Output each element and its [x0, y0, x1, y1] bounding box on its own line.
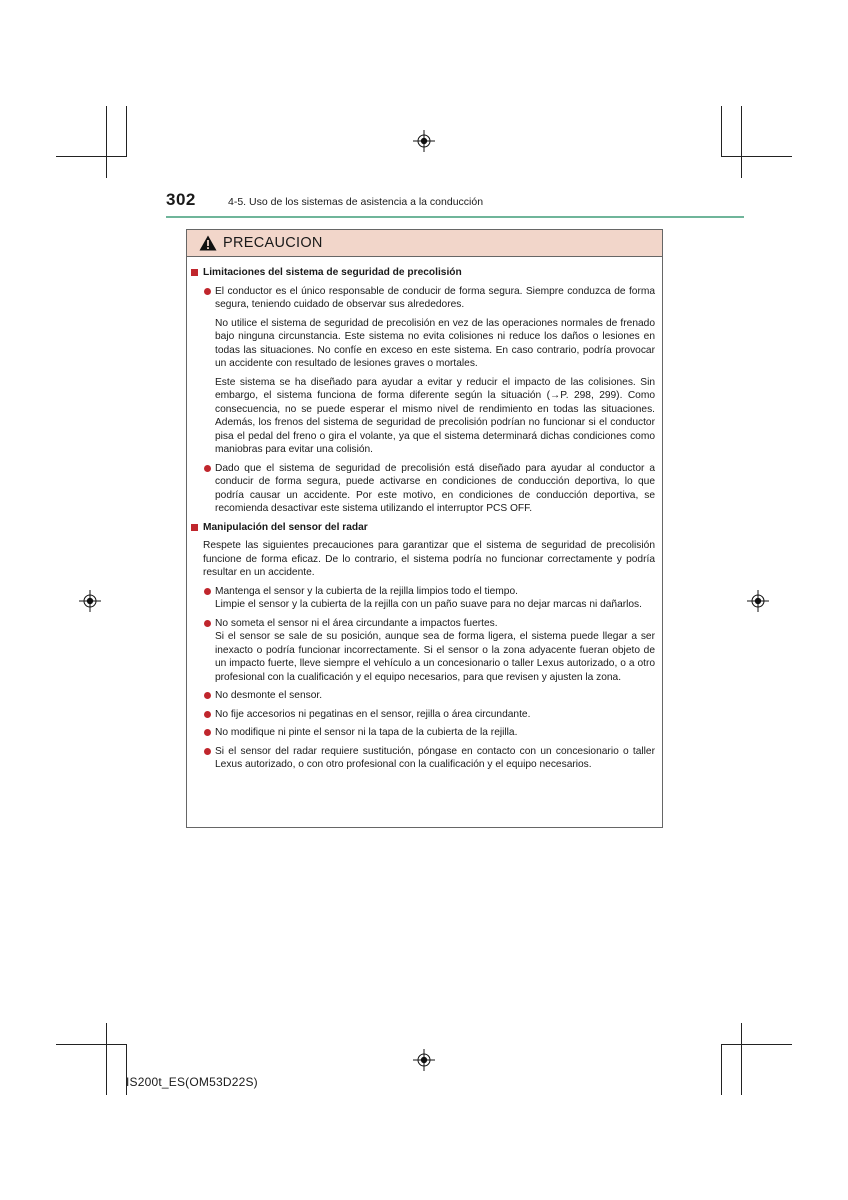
list-item-text: No desmonte el sensor.: [215, 690, 323, 701]
list-item: [191, 689, 659, 703]
crop-mark: [126, 106, 127, 157]
crop-mark: [56, 156, 127, 157]
section-title: 4-5. Uso de los sistemas de asistencia a la conducción: [228, 196, 484, 208]
list-item-text: El conductor es el único responsable de conducir de forma segura. Siempre conduzca de forma segura, teniendo cuidado de observar sus alrededores.: [215, 285, 655, 310]
crop-mark: [741, 1023, 742, 1095]
square-bullet-icon: [191, 269, 198, 276]
precaution-box: [186, 229, 663, 828]
registration-mark-icon: [413, 1049, 435, 1071]
page-header: [166, 190, 744, 220]
paragraph: Respete las siguientes precauciones para garantizar que el sistema de seguridad de precolisión funcione de forma eficaz. De lo contrario, el sistema podría no funcionar correctamente y podría resultar en un accidente.: [203, 540, 655, 578]
precaution-title: PRECAUCION: [223, 235, 323, 251]
list-item: [191, 726, 659, 740]
page-number: 302: [166, 190, 196, 209]
crop-mark: [106, 106, 107, 178]
crop-mark: [741, 106, 742, 178]
section-heading-text: Manipulación del sensor del radar: [203, 521, 368, 533]
list-item: [191, 285, 659, 312]
square-bullet-icon: [191, 524, 198, 531]
list-item-text: No fije accesorios ni pegatinas en el sensor, rejilla o área circundante.: [215, 708, 531, 720]
round-bullet-icon: [204, 692, 211, 699]
document-code: IS200t_ES(OM53D22S): [126, 1075, 258, 1089]
list-item-text: Si el sensor del radar requiere sustitución, póngase en contacto con un concesionario o taller Lexus autorizado, o con otro profesional con la cualificación y el equipo necesarios.: [215, 745, 655, 770]
crop-mark: [721, 156, 792, 157]
header-rule: [166, 216, 744, 218]
precaution-header: [187, 230, 662, 257]
round-bullet-icon: [204, 620, 211, 627]
list-item-text: No modifique ni pinte el sensor ni la tapa de la cubierta de la rejilla.: [215, 727, 518, 738]
round-bullet-icon: [204, 711, 211, 718]
paragraph: Este sistema se ha diseñado para ayudar a evitar y reducir el impacto de las colisiones. Sin embargo, el sistema funciona de forma diferente según la situación (→P. 298, 299). Como consecuencia, no se puede esperar el mismo nivel de rendimiento en todas las situaciones. Además, los frenos del sistema de seguridad de precolisión podrían no funcionar si el conductor pisa el pedal del freno o gira el volante, ya que el sistema determinará dichas condiciones como maniobras para evitar una colisión.: [215, 376, 655, 455]
paragraph: Limpie el sensor y la cubierta de la rejilla con un paño suave para no dejar marcas ni dañarlos.: [215, 599, 642, 610]
list-item-text: Mantenga el sensor y la cubierta de la rejilla limpios todo el tiempo.: [215, 585, 518, 597]
round-bullet-icon: [204, 465, 211, 472]
crop-mark: [721, 1044, 722, 1095]
registration-mark-icon: [413, 130, 435, 152]
crop-mark: [721, 106, 722, 157]
section-heading: [191, 521, 659, 535]
list-item-text: Dado que el sistema de seguridad de precolisión está diseñado para ayudar al conductor a conducir de forma segura, puede activarse en condiciones de conducción deportiva, lo que podría causar un accidente. Por este motivo, en condiciones de conducción deportiva, se recomienda desactivar este sistema utilizando el interruptor PCS OFF.: [215, 462, 655, 514]
round-bullet-icon: [204, 729, 211, 736]
crop-mark: [106, 1023, 107, 1095]
precaution-content: [191, 266, 659, 777]
crop-mark: [56, 1044, 127, 1045]
section-heading-text: Limitaciones del sistema de seguridad de precolisión: [203, 267, 462, 278]
list-item: [191, 708, 659, 722]
registration-mark-icon: [747, 590, 769, 612]
list-item: [191, 745, 659, 772]
warning-triangle-icon: [199, 235, 217, 251]
list-item: [191, 462, 659, 516]
crop-mark: [721, 1044, 792, 1045]
round-bullet-icon: [204, 588, 211, 595]
registration-mark-icon: [79, 590, 101, 612]
section-heading: [191, 266, 659, 280]
round-bullet-icon: [204, 288, 211, 295]
paragraph: No utilice el sistema de seguridad de precolisión en vez de las operaciones normales de frenado bajo ninguna circunstancia. Este sistema no evita colisiones ni reduce los daños o lesiones en todas las situaciones. No confíe en exceso en este sistema. En caso contrario, podría provocar un accidente con resultado de lesiones graves o mortales.: [215, 317, 655, 369]
round-bullet-icon: [204, 748, 211, 755]
list-item: [191, 617, 659, 631]
paragraph: Si el sensor se sale de su posición, aunque sea de forma ligera, el sistema puede llegar a ser inexacto o podría funcionar incorrectamente. Si el sensor o la zona adyacente fueran objeto de un impacto fuerte, lleve siempre el vehículo a un concesionario o taller Lexus autorizado, o a otro profesional con la cualificación y el equipo necesarios, para que revisen y ajusten la zona.: [215, 631, 655, 683]
list-item-text: No someta el sensor ni el área circundante a impactos fuertes.: [215, 617, 498, 629]
list-item: [191, 585, 659, 599]
